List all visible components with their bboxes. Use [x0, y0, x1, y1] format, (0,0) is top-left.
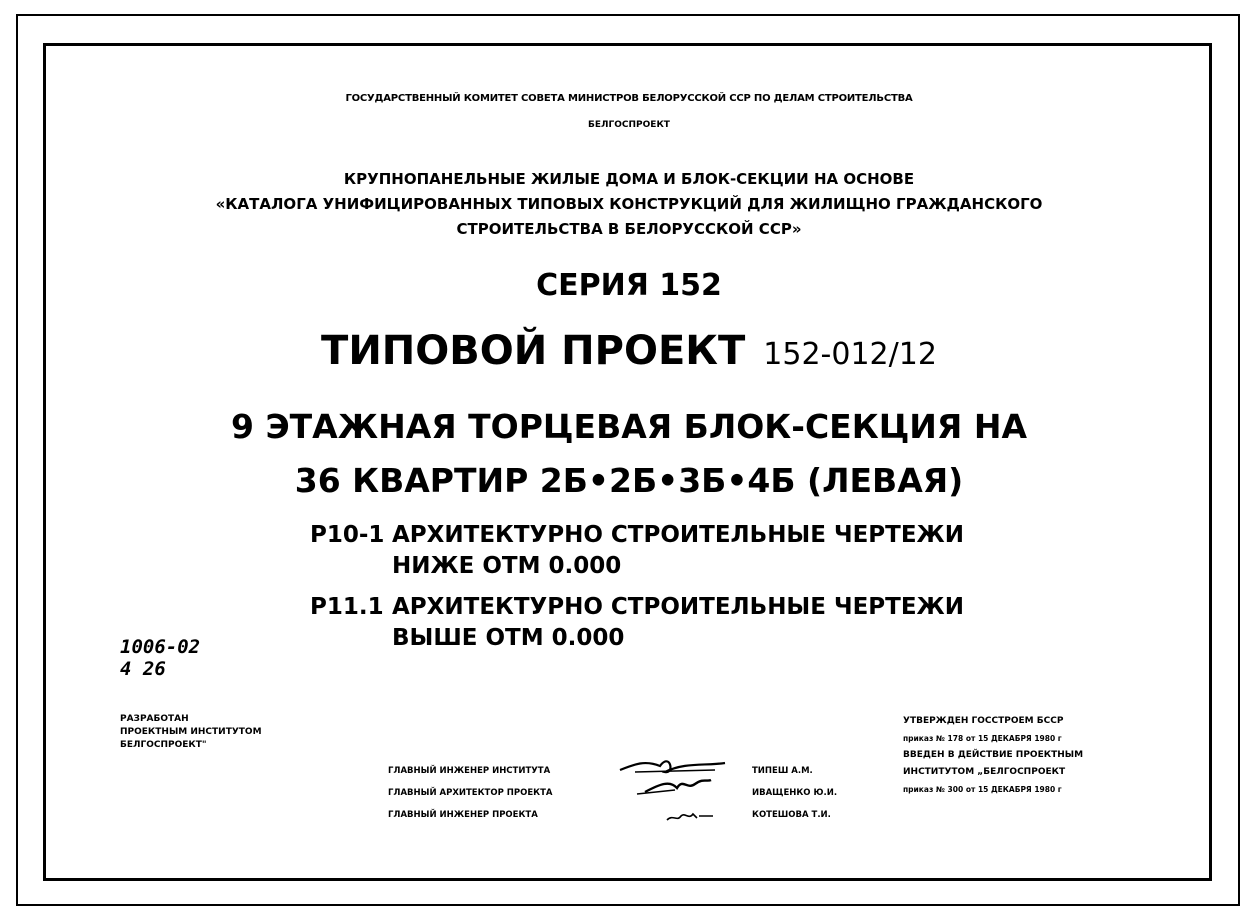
approval-line: ВВЕДЕН В ДЕЙСТВИЕ ПРОЕКТНЫМ [903, 750, 1084, 760]
signatures [615, 744, 735, 834]
part-code: Р10-1 [310, 522, 385, 548]
org-heading: БЕЛГОСПРОЕКТ [588, 120, 670, 130]
staff-name: ТИПЕШ А.М. [752, 766, 813, 776]
staff-role: ГЛАВНЫЙ ИНЖЕНЕР ПРОЕКТА [388, 810, 538, 820]
building-title [0, 400, 1258, 508]
staff-name: ИВАЩЕНКО Ю.И. [752, 788, 838, 798]
series-title: СЕРИЯ 152 [536, 268, 722, 303]
part-entry [310, 592, 964, 654]
subject-line: КРУПНОПАНЕЛЬНЫЕ ЖИЛЫЕ ДОМА И БЛОК-СЕКЦИИ НА ОСНОВЕ [343, 170, 915, 188]
part-line: ВЫШЕ ОТМ 0.000 [392, 625, 625, 651]
approval-line: УТВЕРЖДЕН ГОССТРОЕМ БССР [903, 716, 1064, 726]
subject-block [0, 167, 1258, 242]
part-entry [310, 520, 964, 582]
staff-name: КОТЕШОВА Т.И. [752, 810, 831, 820]
part-line: АРХИТЕКТУРНО СТРОИТЕЛЬНЫЕ ЧЕРТЕЖИ [392, 522, 964, 548]
part-code: Р11.1 [310, 594, 384, 620]
subject-line: «КАТАЛОГА УНИФИЦИРОВАННЫХ ТИПОВЫХ КОНСТРУКЦИЙ ДЛЯ ЖИЛИЩНО ГРАЖДАНСКОГО [215, 195, 1043, 213]
approval-line: приказ № 178 от 15 ДЕКАБРЯ 1980 г [903, 734, 1062, 743]
developer-line: РАЗРАБОТАН [120, 714, 189, 724]
approval-line: приказ № 300 от 15 ДЕКАБРЯ 1980 г [903, 785, 1062, 794]
part-line: АРХИТЕКТУРНО СТРОИТЕЛЬНЫЕ ЧЕРТЕЖИ [392, 594, 964, 620]
staff-roles [388, 760, 552, 826]
staff-role: ГЛАВНЫЙ АРХИТЕКТОР ПРОЕКТА [388, 788, 553, 798]
developer-line: ПРОЕКТНЫМ ИНСТИТУТОМ [120, 727, 262, 737]
project-number: 152-012/12 [763, 337, 937, 372]
subject-line: СТРОИТЕЛЬСТВА В БЕЛОРУССКОЙ ССР» [456, 220, 802, 238]
staff-names [752, 760, 837, 826]
building-line: 36 КВАРТИР 2Б•2Б•3Б•4Б (ЛЕВАЯ) [294, 461, 964, 500]
part-description [392, 592, 964, 654]
developer-line: БЕЛГОСПРОЕКТ" [120, 740, 207, 750]
committee-heading: ГОСУДАРСТВЕННЫЙ КОМИТЕТ СОВЕТА МИНИСТРОВ БЕЛОРУССКОЙ ССР ПО ДЕЛАМ СТРОИТЕЛЬСТВА [345, 93, 913, 104]
approval-block [903, 713, 1083, 798]
handwritten-line: 1006-02 [120, 636, 201, 658]
part-line: НИЖЕ ОТМ 0.000 [392, 553, 622, 579]
building-line: 9 ЭТАЖНАЯ ТОРЦЕВАЯ БЛОК-СЕКЦИЯ НА [231, 407, 1027, 446]
project-title [0, 328, 1258, 374]
approval-line: ИНСТИТУТОМ „БЕЛГОСПРОЕКТ [903, 767, 1066, 777]
project-label: ТИПОВОЙ ПРОЕКТ [321, 328, 746, 374]
handwritten-inventory-number [120, 636, 200, 680]
part-description [392, 520, 964, 582]
handwritten-line: 4 26 [120, 658, 166, 680]
staff-role: ГЛАВНЫЙ ИНЖЕНЕР ИНСТИТУТА [388, 766, 551, 776]
developer-block [120, 713, 262, 752]
